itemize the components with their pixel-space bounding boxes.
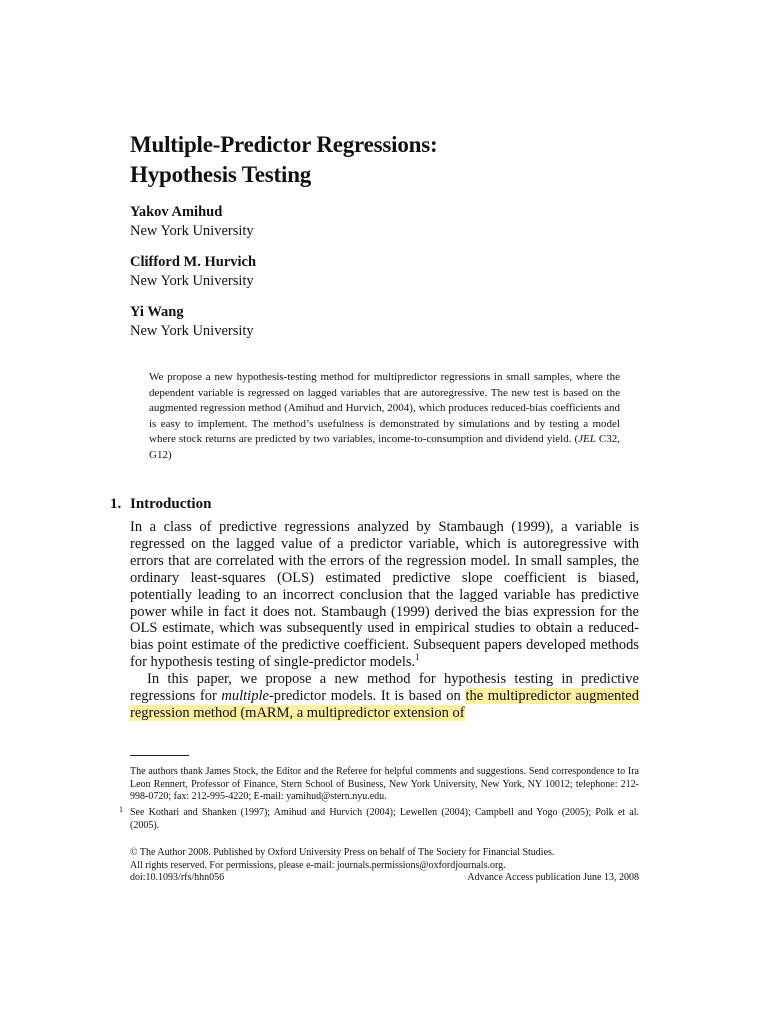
author-block bbox=[130, 303, 254, 341]
author-affiliation: New York University bbox=[130, 323, 254, 339]
doi[interactable]: doi:10.1093/rfs/hhn056 bbox=[130, 872, 225, 884]
footnote-number: 1 bbox=[119, 805, 123, 814]
footnote-divider bbox=[130, 755, 189, 756]
highlighted-text[interactable]: the multipredictor augmented regression method (mARM, a multipredictor extension of bbox=[130, 688, 639, 721]
permissions-line: All rights reserved. For permissions, please e-mail: journals.permissions@oxfordjournals.org. bbox=[130, 859, 506, 871]
author-affiliation: New York University bbox=[130, 223, 254, 239]
author-block bbox=[130, 253, 256, 291]
author-block bbox=[130, 203, 254, 241]
author-name: Clifford M. Hurvich bbox=[130, 254, 257, 270]
paragraph bbox=[130, 519, 639, 671]
title-line-2: Hypothesis Testing bbox=[130, 162, 312, 187]
copyright-line: © The Author 2008. Published by Oxford University Press on behalf of The Society for Financial Studies. bbox=[130, 847, 555, 858]
paper-title bbox=[130, 130, 690, 190]
paragraph-text: -predictor models. It is based on bbox=[268, 688, 466, 705]
section-title: Introduction bbox=[130, 496, 212, 512]
emphasis-text: multiple bbox=[221, 688, 269, 705]
body-text bbox=[130, 519, 639, 722]
title-line-1: Multiple-Predictor Regressions: bbox=[130, 132, 438, 157]
paragraph bbox=[130, 671, 639, 722]
section-number: 1. bbox=[110, 496, 122, 512]
abstract bbox=[149, 370, 620, 463]
jel-label: JEL bbox=[578, 433, 596, 445]
jel-codes: C32, G12) bbox=[149, 433, 621, 461]
abstract-text: We propose a new hypothesis-testing method for multipredictor regressions in small samples, where the dependent variable is regressed on lagged variables that are autoregressive. The new test is based on the augmented regression method (Amihud and Hurvich, 2004), which produces reduced-bias coefficients and is easy to implement. The method’s usefulness is demonstrated by simulations and by testing a model where stock returns are predicted by two variables, income-to-consumption and dividend yield. bbox=[149, 371, 620, 445]
paragraph-text: In this paper, we propose a new method for hypothesis testing in predictive regressions for bbox=[130, 671, 639, 705]
footnote-marker[interactable]: 1 bbox=[415, 652, 420, 663]
author-name: Yakov Amihud bbox=[130, 204, 223, 220]
author-affiliation: New York University bbox=[130, 273, 254, 289]
section-heading bbox=[110, 494, 211, 514]
jel-open: ( bbox=[574, 433, 579, 445]
paragraph-text: In a class of predictive regressions analyzed by Stambaugh (1999), a variable is regressed on the lagged value of a predictor variable, which is autoregressive with errors that are correlated with the errors of the regression model. In small samples, the ordinary least-squares (OLS) estimated predictive slope coefficient is biased, potentially leading to an incorrect conclusion that the lagged variable has predictive power while in fact it does not. Stambaugh (1999) derived the bias expression for the OLS estimate, which was subsequently used in empirical studies to obtain a reduced-bias point estimate of the predictive coefficient. Subsequent papers developed methods for hypothesis testing of single-predictor models. bbox=[130, 519, 639, 671]
footnote-text: See Kothari and Shanken (1997); Amihud and Hurvich (2004); Lewellen (2004); Campbell and Yogo (2005); Polk et al. (2005). bbox=[130, 807, 639, 831]
copyright-block bbox=[130, 847, 639, 885]
author-name: Yi Wang bbox=[130, 304, 184, 320]
advance-access: Advance Access publication June 13, 2008 bbox=[467, 872, 639, 884]
publication-row bbox=[130, 872, 639, 885]
acknowledgment-footnote: The authors thank James Stock, the Editor and the Referee for helpful comments and suggestions. Send correspondence to Ira Leon Rennert, Professor of Finance, Stern School of Business, New York University, New York, NY 10012; telephone: 212-998-0720; fax: 212-995-4220; E-mail: yamihud@stern.nyu.edu. bbox=[130, 766, 639, 803]
